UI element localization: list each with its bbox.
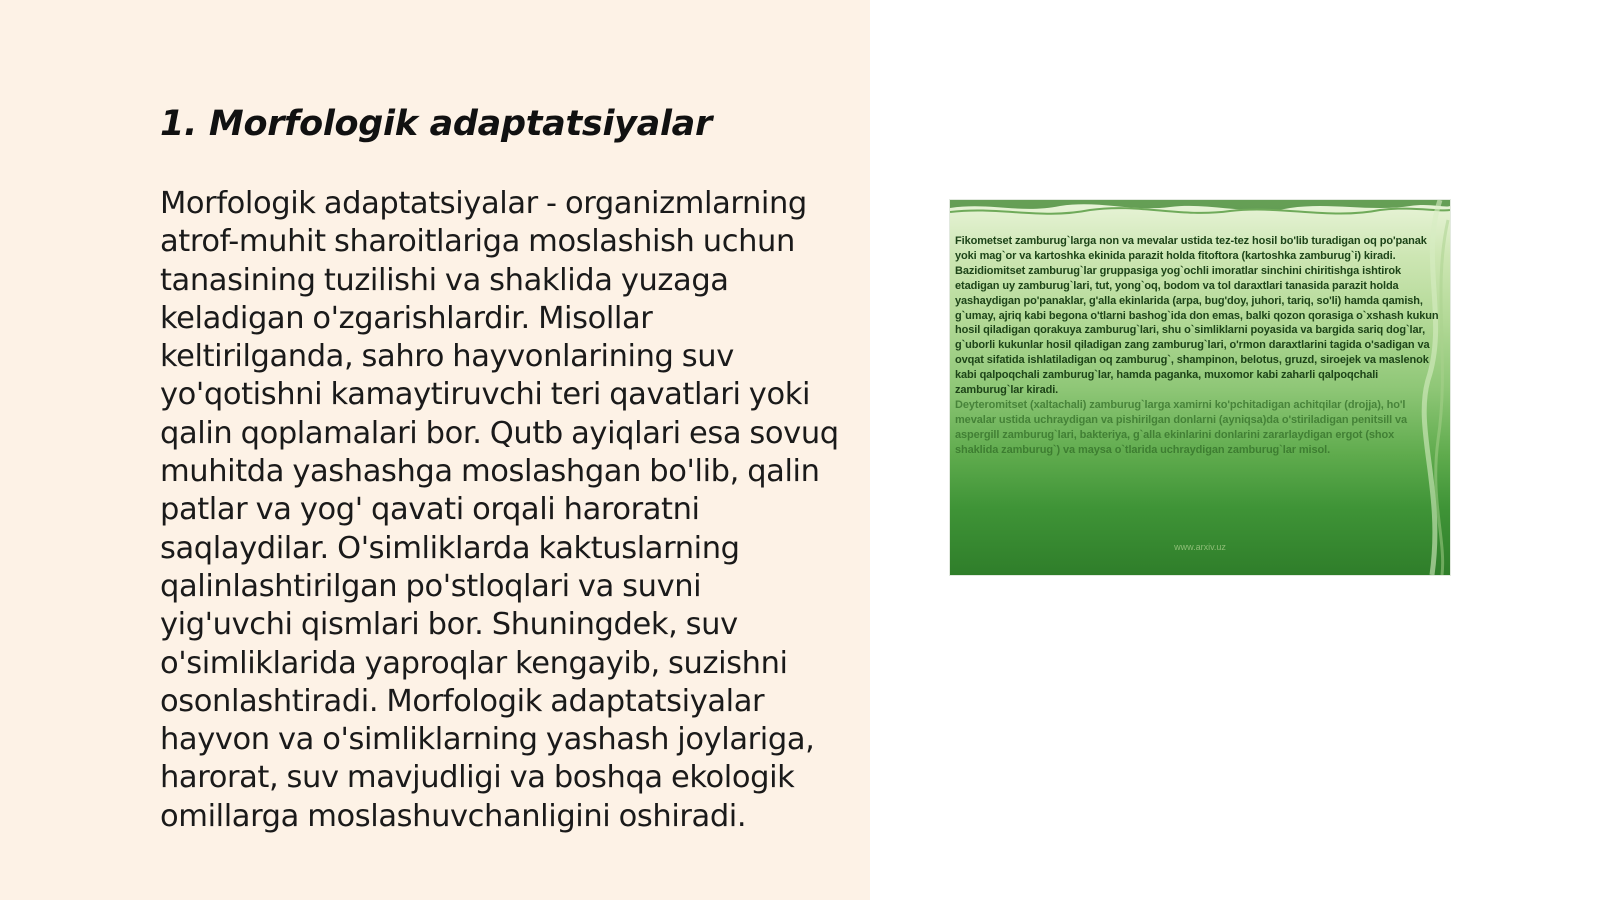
- image-paragraph: Fikometset zamburug`larga non va mevalar ustida tez-tez hosil bo'lib turadigan oq po'panak yoki mag`or va kartoshka ekinida parazit holda fitoftora (kartoshka zamburug`i) kiradi.: [955, 235, 1427, 262]
- fungi-slide-image: [950, 200, 1450, 575]
- body-paragraph: Morfologik adaptatsiyalar - organizmlarning atrof-muhit sharoitlariga moslashish uchun tanasining tuzilishi va shaklida yuzaga keladigan o'zgarishlardir. Misollar keltirilganda, sahro hayvonlarining suv yo'qotishni kamaytiruvchi teri qavatlari yoki qalin qoplamalari bor. Qutb ayiqlari esa sovuq muhitda yashashga moslashgan bo'lib, qalin patlar va yog' qavati orqali haroratni saqlaydilar. O'simliklarda kaktuslarning qalinlashtirilgan po'stloqlari va suvni yig'uvchi qismlari bor. Shuningdek, suv o'simliklarida yaproqlar kengayib, suzishni osonlashtiradi. Morfologik adaptatsiyalar hayvon va o'simliklarning yashash joylariga, harorat, suv mavjudligi va boshqa ekologik omillarga moslashuvchanligini oshiradi.: [160, 186, 839, 834]
- image-paragraph: Bazidiomitset zamburug`lar gruppasiga yog`ochli imoratlar sinchini chiritishga ishtirok etadigan uy zamburug`lari, tut, yong`oq, bodom va tol daraxtlari tanasida parazit holda yashaydigan po'panaklar, g'alla ekinlarida (arpa, bug'doy, juhori, tariq, so'li) hamda qamish, g`umay, ajriq kabi begona o'tlarni bashog`ida don emas, balki qozon qorasiga o`xshash kukun hosil qiladigan qorakuya zamburug`lari, shu o`simliklarni poyasida va bargida sariq dog`lar, g`uborli kukunlar hosil qiladigan zang zamburug`lari, o'rmon daraxtlarini tagida o'sadigan va ovqat sifatida ishlatiladigan oq zamburug`, shampinon, belotus, gruzd, siroejek va maslenok kabi qalpoqchali zamburug`lar, hamda paganka, muxomor kabi zaharli qalpoqchali zamburug`lar kiradi.: [955, 264, 1439, 397]
- image-caption-text: [955, 234, 1439, 458]
- image-paragraph: Deyteromitset (xaltachali) zamburug`larga xamirni ko'pchitadigan achitqilar (drojja), ho'l mevalar ustida uchraydigan va pishirilgan donlarni (ayniqsa)da o'stiriladigan penitsill va aspergill zamburug`lari, bakteriya, g`alla ekinlarini donlarini zararlaydigan ergot (shox shaklida zamburug`) va maysa o`tlarida uchraydigan zamburug`lar misol.: [955, 398, 1408, 456]
- slide-title: 1. Morfologik adaptatsiyalar: [160, 104, 712, 144]
- image-footer-text: www.arxiv.uz: [1174, 542, 1226, 552]
